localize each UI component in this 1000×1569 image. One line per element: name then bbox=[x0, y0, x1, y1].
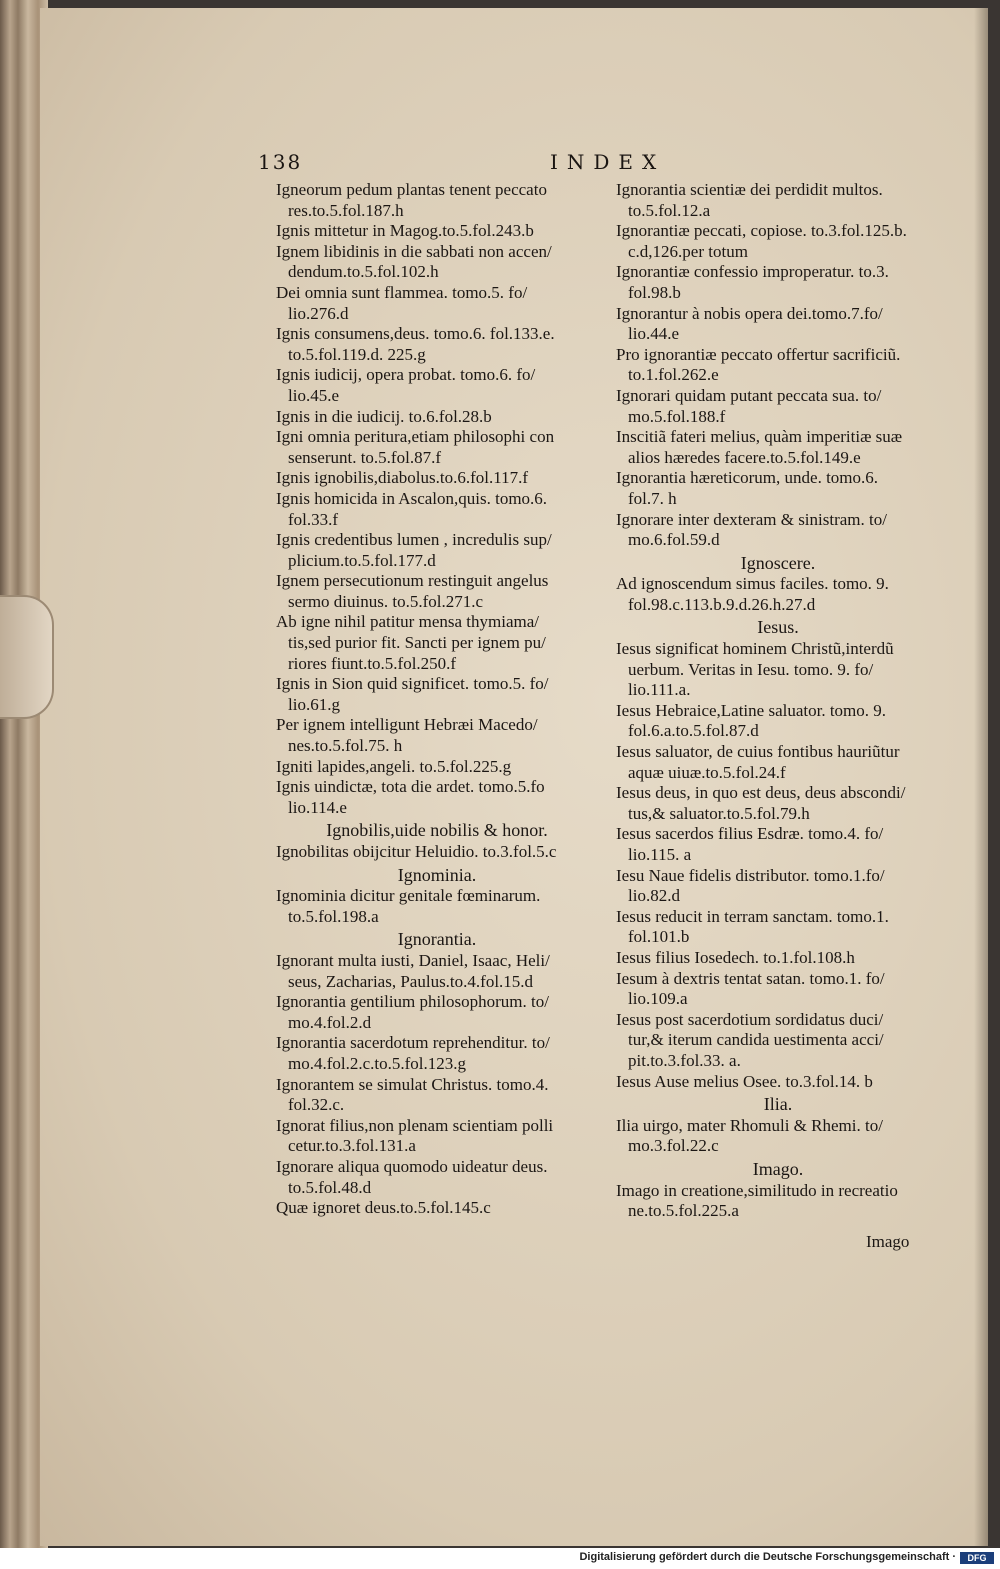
index-entry bbox=[616, 948, 940, 969]
index-entry bbox=[616, 824, 940, 865]
entry-line: Ad ignoscendum simus faciles. tomo. 9. bbox=[616, 574, 889, 594]
index-headword: Ignoscere. bbox=[740, 552, 816, 573]
entry-continuation: to.5.fol.198.a bbox=[288, 906, 379, 926]
index-entry bbox=[616, 969, 940, 1010]
footer-bar bbox=[0, 1548, 1000, 1569]
entry-line: Ignis credentibus lumen , incredulis sup/ bbox=[276, 530, 552, 550]
index-entry bbox=[616, 1010, 940, 1072]
entry-continuation: to.1.fol.262.e bbox=[628, 365, 719, 385]
entry-line: Iesus sacerdos filius Esdræ. tomo.4. fo/ bbox=[616, 824, 884, 844]
index-headword: Ilia. bbox=[763, 1094, 793, 1115]
index-entry bbox=[276, 992, 598, 1033]
index-entry bbox=[276, 1033, 598, 1074]
entry-line: Iesus reducit in terram sanctam. tomo.1. bbox=[616, 906, 889, 926]
index-entry bbox=[276, 715, 598, 756]
index-entry bbox=[616, 221, 940, 262]
entry-line: Ignorantia scientiæ dei perdidit multos. bbox=[616, 180, 883, 199]
entry-continuation: tus,& saluator.to.5.fol.79.h bbox=[628, 803, 810, 823]
entry-line: Iesus saluator, de cuius fontibus hauriũtur bbox=[616, 742, 900, 762]
entry-line: Ignorantia hæreticorum, unde. tomo.6. bbox=[616, 468, 879, 488]
entry-continuation: senserunt. to.5.fol.87.f bbox=[288, 447, 441, 467]
entry-line: Ignorat filius,non plenam scientiam polli bbox=[276, 1115, 554, 1135]
entry-continuation: fol.98.c.113.b.9.d.26.h.27.d bbox=[628, 594, 816, 614]
entry-continuation: to.5.fol.12.a bbox=[628, 200, 711, 220]
entry-continuation: to.5.fol.119.d. 225.g bbox=[288, 344, 426, 364]
entry-continuation: mo.3.fol.22.c bbox=[628, 1136, 719, 1156]
entry-continuation: riores fiunt.to.5.fol.250.f bbox=[288, 653, 457, 673]
entry-continuation: lio.82.d bbox=[628, 886, 680, 906]
index-entry bbox=[276, 489, 598, 530]
entry-line: Ignis mittetur in Magog.to.5.fol.243.b bbox=[276, 221, 534, 241]
index-entry bbox=[276, 951, 598, 992]
entry-continuation: cetur.to.3.fol.131.a bbox=[288, 1136, 416, 1156]
index-entry bbox=[276, 468, 598, 489]
index-entry bbox=[276, 757, 598, 778]
index-entry bbox=[276, 283, 598, 324]
entry-continuation: lio.45.e bbox=[288, 385, 339, 405]
entry-line: Igneorum pedum plantas tenent peccato bbox=[276, 180, 547, 199]
index-entry bbox=[276, 1075, 598, 1116]
entry-line: Pro ignorantiæ peccato offertur sacrificiũ. bbox=[616, 344, 901, 364]
entry-continuation: lio.114.e bbox=[288, 797, 347, 817]
entry-line: Iesum à dextris tentat satan. tomo.1. fo/ bbox=[616, 968, 885, 988]
entry-continuation: lio.276.d bbox=[288, 303, 349, 323]
index-entry bbox=[616, 783, 940, 824]
index-entry bbox=[276, 571, 598, 612]
entry-continuation: fol.98.b bbox=[628, 282, 681, 302]
entry-line: Ignorantem se simulat Christus. tomo.4. bbox=[276, 1074, 549, 1094]
index-entry bbox=[616, 907, 940, 948]
dfg-logo: DFG bbox=[960, 1552, 994, 1564]
entry-line: Ignorari quidam putant peccata sua. to/ bbox=[616, 385, 882, 405]
index-entry bbox=[616, 345, 940, 386]
index-entry bbox=[276, 1157, 598, 1198]
page-number: 138 bbox=[258, 150, 303, 174]
index-entry bbox=[616, 1116, 940, 1157]
entry-continuation: tur,& iterum candida uestimenta acci/ bbox=[628, 1030, 884, 1050]
entry-line: Iesu Naue fidelis distributor. tomo.1.fo/ bbox=[616, 865, 885, 885]
entry-line: Ignis homicida in Ascalon,quis. tomo.6. bbox=[276, 488, 548, 508]
index-headword: Imago. bbox=[752, 1158, 804, 1179]
entry-continuation: aquæ uiuæ.to.5.fol.24.f bbox=[628, 762, 786, 782]
entry-continuation: seus, Zacharias, Paulus.to.4.fol.15.d bbox=[288, 971, 534, 991]
entry-continuation: lio.44.e bbox=[628, 324, 679, 344]
index-entry bbox=[276, 1198, 598, 1219]
entry-continuation: nes.to.5.fol.75. h bbox=[288, 736, 403, 756]
entry-line: Ignobilitas obijcitur Heluidio. to.3.fol.5.c bbox=[276, 842, 557, 861]
index-entry bbox=[276, 365, 598, 406]
entry-continuation: mo.5.fol.188.f bbox=[628, 406, 726, 426]
index-entry bbox=[616, 1072, 940, 1093]
entry-continuation: fol.6.a.to.5.fol.87.d bbox=[628, 721, 759, 741]
book-clip bbox=[0, 595, 54, 719]
running-head-title: INDEX bbox=[550, 150, 666, 174]
entry-line: Inscitiã fateri melius, quàm imperitiæ suæ bbox=[616, 427, 903, 447]
entry-line: Dei omnia sunt flammea. tomo.5. fo/ bbox=[276, 282, 528, 302]
entry-line: Ignis uindictæ, tota die ardet. tomo.5.fo bbox=[276, 777, 545, 797]
entry-line: Ignis iudicij, opera probat. tomo.6. fo/ bbox=[276, 365, 536, 385]
index-entry bbox=[616, 510, 940, 551]
index-entry bbox=[276, 842, 598, 863]
entry-line: Imago in creatione,similitudo in recreatio bbox=[616, 1180, 898, 1200]
index-entry bbox=[616, 427, 940, 468]
index-entry bbox=[616, 639, 940, 701]
entry-line: Ilia uirgo, mater Rhomuli & Rhemi. to/ bbox=[616, 1115, 883, 1135]
entry-continuation: plicium.to.5.fol.177.d bbox=[288, 550, 436, 570]
entry-continuation: dendum.to.5.fol.102.h bbox=[288, 262, 439, 282]
entry-line: Igni omnia peritura,etiam philosophi con bbox=[276, 427, 555, 447]
index-headword: Ignobilis,uide nobilis & honor. bbox=[326, 820, 548, 841]
entry-continuation: lio.61.g bbox=[288, 694, 340, 714]
entry-line: Iesus filius Iosedech. to.1.fol.108.h bbox=[616, 947, 855, 967]
entry-line: Ignem libidinis in die sabbati non accen/ bbox=[276, 241, 552, 261]
entry-continuation: alios hæredes facere.to.5.fol.149.e bbox=[628, 447, 861, 467]
entry-line: Iesus post sacerdotium sordidatus duci/ bbox=[616, 1009, 884, 1029]
index-entry bbox=[616, 304, 940, 345]
entry-continuation: fol.101.b bbox=[628, 927, 690, 947]
index-entry bbox=[276, 407, 598, 428]
index-entry bbox=[616, 468, 940, 509]
entry-continuation: mo.6.fol.59.d bbox=[628, 530, 720, 550]
entry-line: Ignorantiæ confessio improperatur. to.3. bbox=[616, 262, 889, 282]
index-entry bbox=[276, 886, 598, 927]
index-entry bbox=[616, 742, 940, 783]
index-entry bbox=[276, 612, 598, 674]
index-headword: Ignominia. bbox=[397, 864, 477, 885]
entry-line: Ab igne nihil patitur mensa thymiama/ bbox=[276, 612, 539, 632]
index-column-left bbox=[276, 180, 598, 1219]
entry-continuation: res.to.5.fol.187.h bbox=[288, 200, 404, 220]
entry-line: Ignorantur à nobis opera dei.tomo.7.fo/ bbox=[616, 303, 883, 323]
entry-continuation: mo.4.fol.2.c.to.5.fol.123.g bbox=[288, 1053, 467, 1073]
running-head bbox=[258, 150, 688, 180]
index-entry bbox=[276, 1116, 598, 1157]
page-shadow bbox=[974, 8, 988, 1546]
index-entry bbox=[616, 701, 940, 742]
entry-line: Iesus Ause melius Osee. to.3.fol.14. b bbox=[616, 1071, 873, 1091]
entry-continuation: tis,sed purior fit. Sancti per ignem pu/ bbox=[288, 633, 546, 653]
index-entry bbox=[276, 221, 598, 242]
index-entry bbox=[616, 180, 940, 221]
entry-line: Iesus significat hominem Christũ,interdũ bbox=[616, 639, 894, 659]
entry-continuation: to.5.fol.48.d bbox=[288, 1177, 372, 1197]
index-entry bbox=[616, 866, 940, 907]
entry-line: Ignorare inter dexteram & sinistram. to/ bbox=[616, 509, 887, 529]
entry-continuation: lio.109.a bbox=[628, 989, 688, 1009]
entry-line: Igniti lapides,angeli. to.5.fol.225.g bbox=[276, 756, 512, 776]
index-headword: Ignorantia. bbox=[397, 929, 477, 950]
entry-continuation: fol.32.c. bbox=[288, 1095, 345, 1115]
entry-line: Per ignem intelligunt Hebræi Macedo/ bbox=[276, 715, 538, 735]
entry-line: Ignem persecutionum restinguit angelus bbox=[276, 571, 549, 591]
entry-continuation: uerbum. Veritas in Iesu. tomo. 9. fo/ bbox=[628, 659, 874, 679]
funding-credit: Digitalisierung gefördert durch die Deutsche Forschungsgemeinschaft · bbox=[579, 1551, 956, 1563]
entry-continuation: lio.111.a. bbox=[628, 680, 691, 700]
entry-continuation: fol.33.f bbox=[288, 509, 339, 529]
entry-continuation: c.d,126.per totum bbox=[628, 241, 748, 261]
index-entry bbox=[276, 674, 598, 715]
entry-line: Ignis in die iudicij. to.6.fol.28.b bbox=[276, 406, 492, 426]
index-entry bbox=[276, 180, 598, 221]
index-entry bbox=[276, 777, 598, 818]
entry-continuation: lio.115. a bbox=[628, 845, 692, 864]
index-entry bbox=[616, 386, 940, 427]
entry-line: Ignis ignobilis,diabolus.to.6.fol.117.f bbox=[276, 468, 529, 488]
entry-continuation: sermo diuinus. to.5.fol.271.c bbox=[288, 591, 484, 611]
entry-line: Iesus Hebraice,Latine saluator. tomo. 9. bbox=[616, 700, 887, 720]
entry-continuation: mo.4.fol.2.d bbox=[288, 1012, 372, 1032]
entry-line: Ignorantia sacerdotum reprehenditur. to/ bbox=[276, 1033, 550, 1053]
entry-line: Ignorare aliqua quomodo uideatur deus. bbox=[276, 1156, 548, 1176]
entry-line: Iesus deus, in quo est deus, deus abscondi/ bbox=[616, 783, 906, 803]
entry-line: Quæ ignoret deus.to.5.fol.145.c bbox=[276, 1198, 491, 1218]
entry-continuation: ne.to.5.fol.225.a bbox=[628, 1201, 739, 1221]
index-column-right bbox=[616, 180, 940, 1222]
entry-line: Ignorantiæ peccati, copiose. to.3.fol.125.b. bbox=[616, 221, 907, 241]
entry-line: Ignis consumens,deus. tomo.6. fol.133.e. bbox=[276, 324, 555, 344]
index-entry bbox=[616, 574, 940, 615]
entry-line: Ignis in Sion quid significet. tomo.5. fo/ bbox=[276, 674, 549, 694]
index-headword: Iesus. bbox=[757, 617, 799, 638]
index-entry bbox=[616, 1181, 940, 1222]
entry-line: Ignorant multa iusti, Daniel, Isaac, Heli/ bbox=[276, 950, 550, 970]
entry-continuation: fol.7. h bbox=[628, 488, 677, 508]
index-entry bbox=[276, 427, 598, 468]
index-entry bbox=[276, 324, 598, 365]
entry-line: Ignorantia gentilium philosophorum. to/ bbox=[276, 992, 549, 1012]
index-entry bbox=[276, 530, 598, 571]
index-entry bbox=[276, 242, 598, 283]
entry-line: Ignominia dicitur genitale fœminarum. bbox=[276, 886, 541, 906]
catchword: Imago bbox=[866, 1232, 910, 1251]
entry-continuation: pit.to.3.fol.33. a. bbox=[628, 1050, 741, 1070]
index-entry bbox=[616, 262, 940, 303]
